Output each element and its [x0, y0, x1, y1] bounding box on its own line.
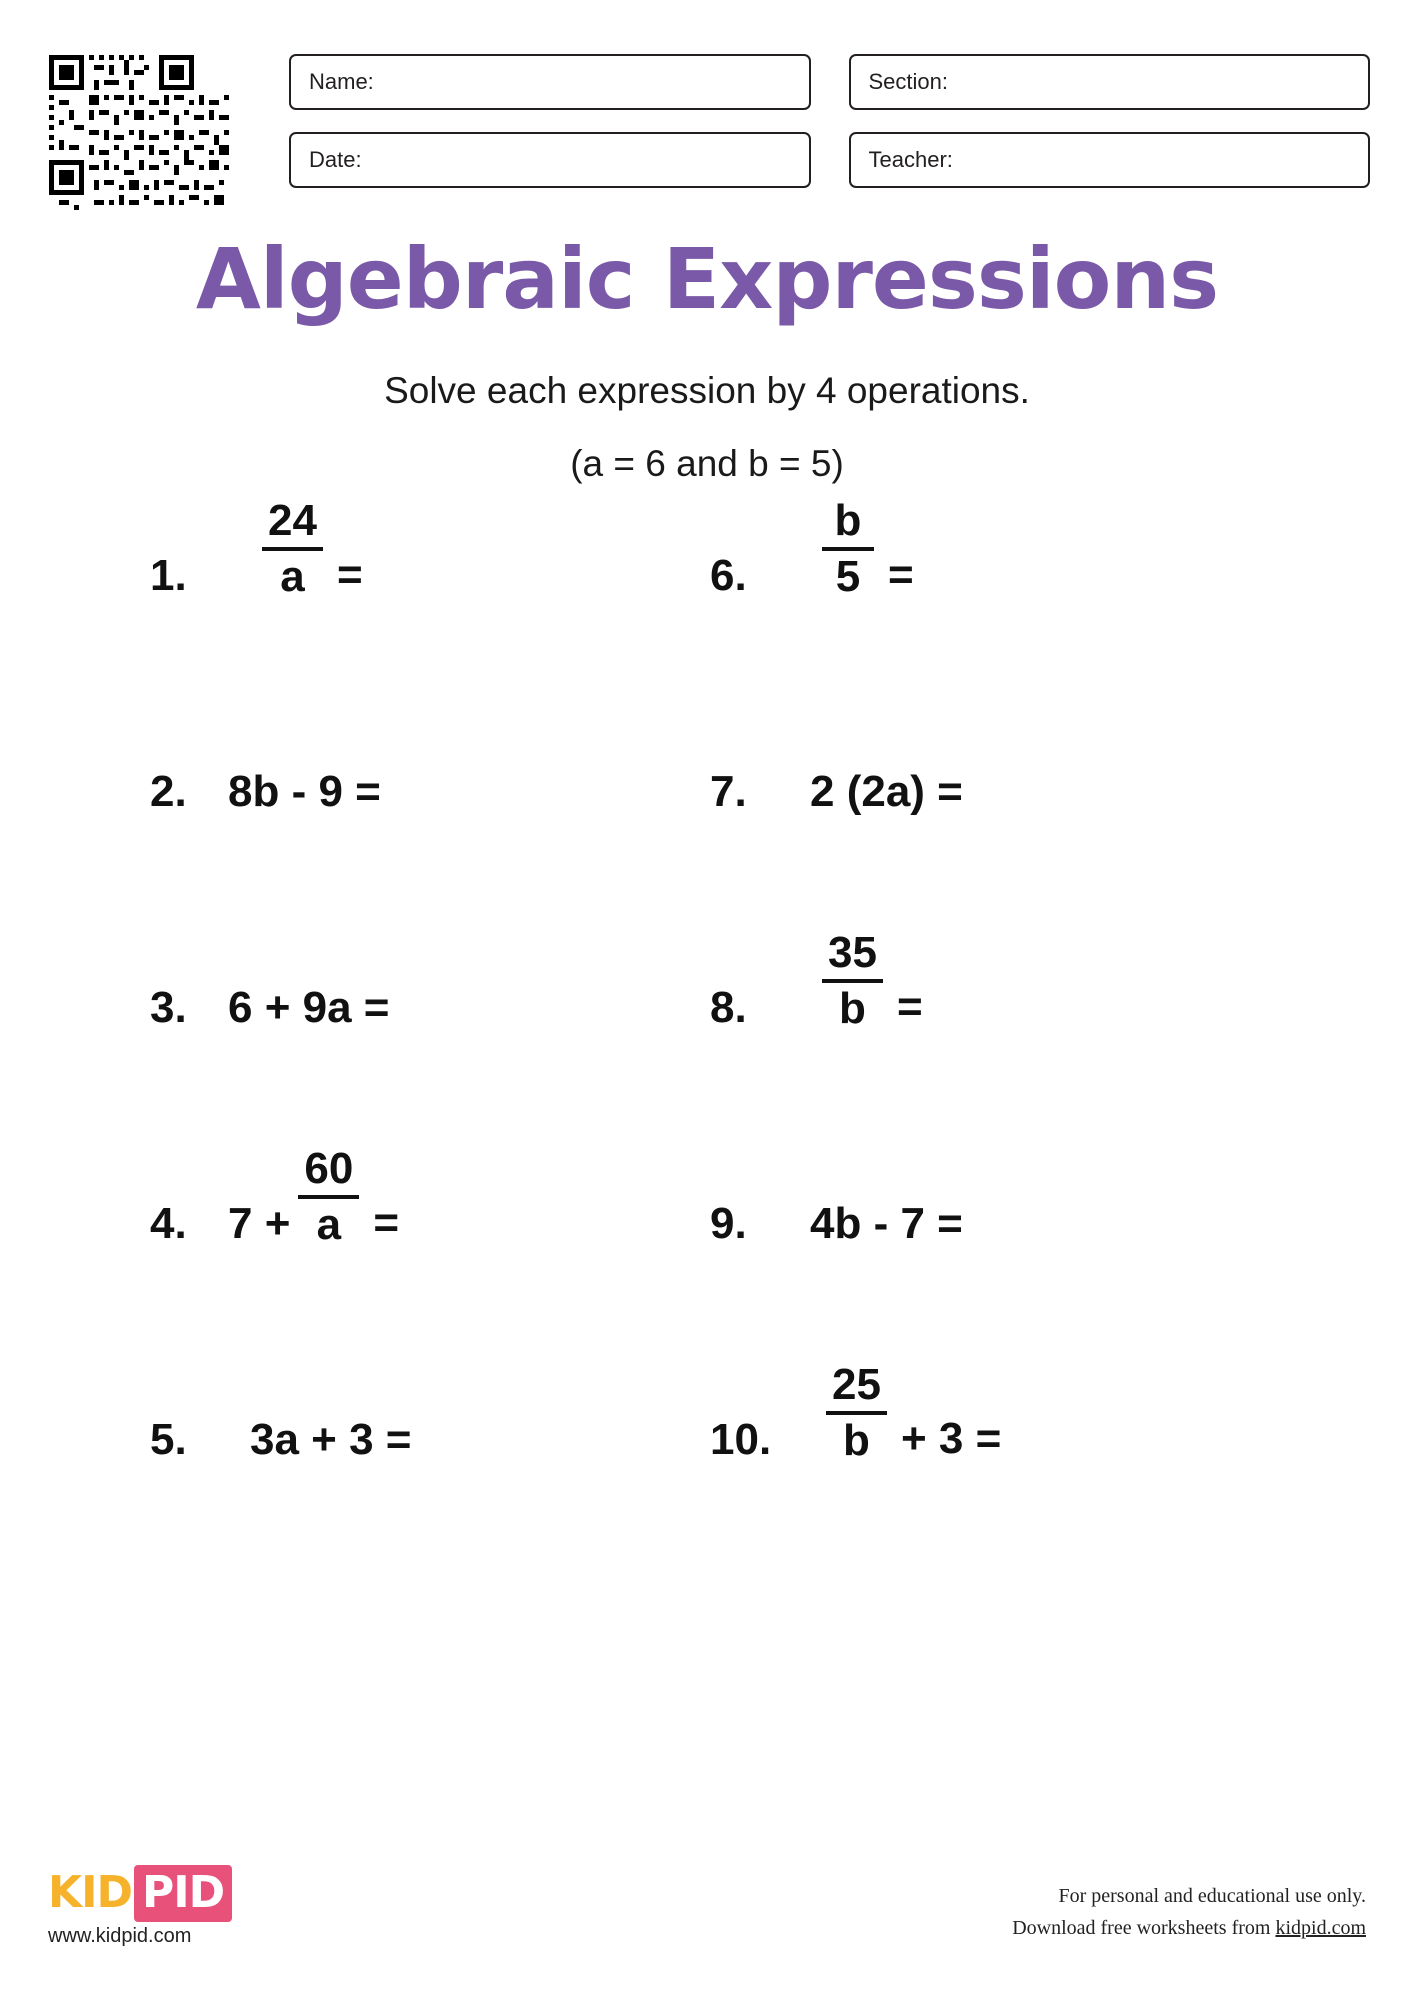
- problem-7: [710, 726, 1270, 942]
- problem-2-number: 2.: [150, 767, 187, 816]
- fraction-bar: [822, 547, 874, 551]
- problem-3-number: 3.: [150, 983, 187, 1032]
- problem-8-equals: =: [896, 982, 923, 1031]
- kidpid-logo[interactable]: [48, 1867, 248, 1948]
- problem-4-lead: 7 +: [228, 1199, 291, 1248]
- problem-4-denominator: a: [316, 1200, 342, 1250]
- problem-4-number: 4.: [150, 1199, 187, 1248]
- problem-1-fraction: [262, 498, 323, 600]
- problem-6: [710, 496, 1270, 726]
- logo-pid-text: PID: [134, 1865, 232, 1922]
- problem-2: [150, 726, 710, 942]
- problem-8-numerator: 35: [828, 928, 877, 977]
- problem-1-denominator: a: [280, 552, 305, 602]
- name-field[interactable]: Name:: [289, 54, 811, 110]
- date-field[interactable]: Date:: [289, 132, 811, 188]
- problem-5: [150, 1374, 710, 1590]
- problem-9-number: 9.: [710, 1199, 747, 1248]
- fraction-bar: [826, 1411, 887, 1415]
- problem-9: [710, 1158, 1270, 1374]
- footer-note-line-2: [1012, 1912, 1366, 1944]
- section-field[interactable]: Section:: [849, 54, 1371, 110]
- instruction-line-2: (a = 6 and b = 5): [570, 443, 844, 484]
- logo-text: [48, 1867, 248, 1918]
- problem-7-expression: 2 (2a) =: [810, 767, 963, 816]
- problem-4-fraction: [298, 1146, 359, 1248]
- info-fields: [289, 54, 1370, 188]
- problem-8: [710, 928, 1270, 1158]
- problem-row: [150, 928, 1270, 1158]
- problem-1: [150, 496, 710, 726]
- instruction-line-1: Solve each expression by 4 operations.: [384, 370, 1030, 411]
- fraction-bar: [262, 547, 323, 551]
- problem-1-numerator: 24: [268, 496, 317, 545]
- problem-10-numerator: 25: [832, 1360, 881, 1409]
- page-title: Algebraic Expressions: [195, 230, 1219, 328]
- problem-1-equals: =: [336, 550, 363, 599]
- problem-8-number: 8.: [710, 983, 747, 1032]
- problem-6-numerator: b: [834, 496, 862, 545]
- fraction-bar: [298, 1195, 359, 1199]
- problem-6-denominator: 5: [835, 552, 861, 602]
- worksheet-header: [44, 44, 1370, 204]
- problem-list: [150, 496, 1270, 1590]
- kidpid-link[interactable]: kidpid.com: [1275, 1917, 1366, 1939]
- problem-row: [150, 496, 1270, 726]
- problem-4: [150, 1144, 710, 1374]
- problem-8-denominator: b: [839, 984, 866, 1034]
- problem-3-expression: 6 + 9a =: [228, 983, 390, 1032]
- problem-9-expression: 4b - 7 =: [810, 1199, 963, 1248]
- problem-6-equals: =: [888, 550, 914, 599]
- problem-row: [150, 1144, 1270, 1374]
- problem-1-number: 1.: [150, 551, 187, 600]
- problem-5-number: 5.: [150, 1415, 187, 1464]
- problem-3: [150, 942, 710, 1158]
- problem-6-number: 6.: [710, 551, 747, 600]
- footer-note: [1012, 1880, 1366, 1944]
- qr-code-icon: [44, 50, 234, 215]
- problem-6-fraction: [822, 498, 874, 600]
- problem-8-fraction: [822, 930, 883, 1032]
- problem-10-number: 10.: [710, 1415, 772, 1464]
- problem-7-number: 7.: [710, 767, 747, 816]
- problem-10-denominator: b: [843, 1416, 870, 1466]
- footer-note-line-1: For personal and educational use only.: [1058, 1885, 1366, 1907]
- problem-4-numerator: 60: [304, 1144, 354, 1193]
- problem-row: [150, 726, 1270, 942]
- problem-2-expression: 8b - 9 =: [228, 767, 381, 816]
- problem-10-trailing: + 3 =: [900, 1414, 1002, 1463]
- logo-url: www.kidpid.com: [48, 1925, 192, 1947]
- problem-10: [710, 1360, 1270, 1590]
- teacher-field[interactable]: Teacher:: [849, 132, 1371, 188]
- fraction-bar: [822, 979, 883, 983]
- logo-kid-text: KID: [48, 1867, 132, 1918]
- footer-note-prefix: Download free worksheets from: [1012, 1917, 1276, 1939]
- problem-row: [150, 1360, 1270, 1590]
- problem-10-fraction: [826, 1362, 887, 1464]
- problem-5-expression: 3a + 3 =: [250, 1415, 412, 1464]
- problem-4-equals: =: [373, 1198, 400, 1247]
